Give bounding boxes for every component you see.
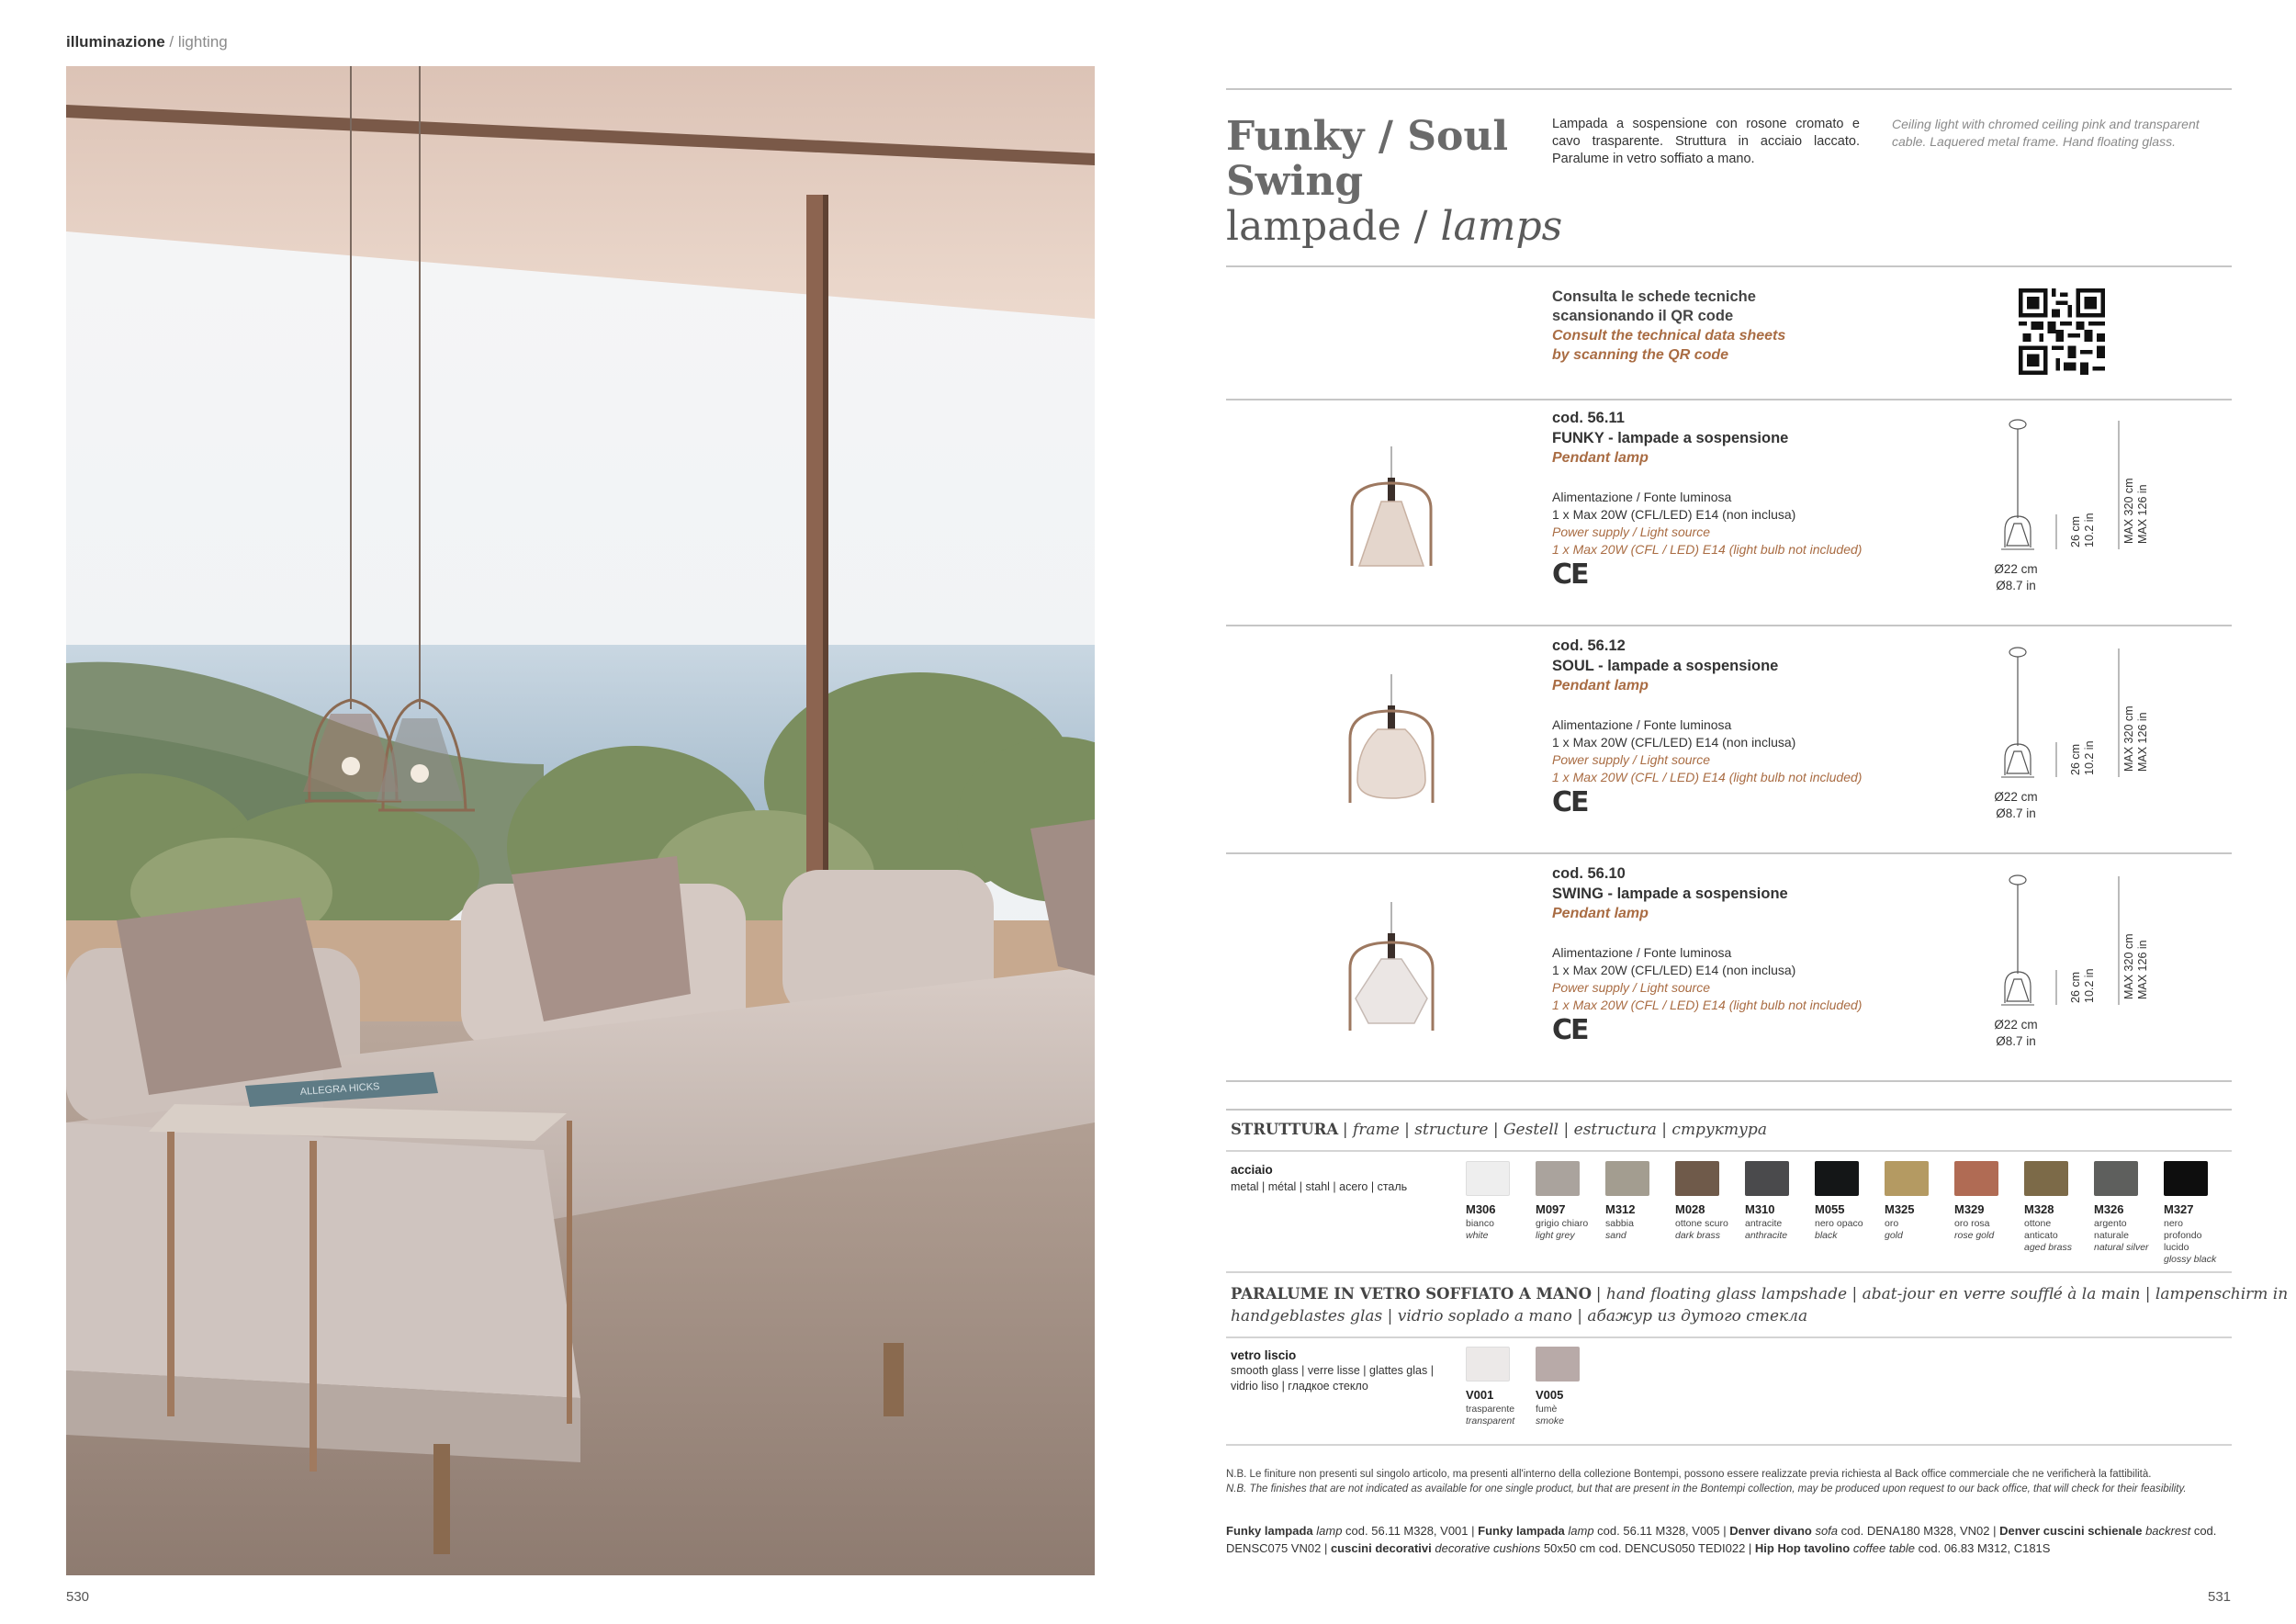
diameter-label: Ø22 cm Ø8.7 in (1994, 562, 2038, 592)
lamp-image (1341, 674, 1442, 821)
finish-swatch (1954, 1161, 1998, 1196)
finish-swatch (1745, 1161, 1789, 1196)
finish-label: M328 ottone anticato aged brass (2024, 1202, 2072, 1253)
finish-label: M326 argento naturale natural silver (2094, 1202, 2149, 1253)
divider (1226, 1444, 2232, 1446)
product-row (1226, 400, 2232, 621)
divider (1226, 265, 2232, 267)
book-title: ALLEGRA HICKS (299, 1080, 380, 1098)
credit-item: Hip Hop tavolino coffee table cod. 06.83 M312, C181S (1754, 1541, 2051, 1555)
finish-label: M325 oro gold (1885, 1202, 1915, 1241)
divider (1226, 88, 2232, 90)
breadcrumb-section: illuminazione (66, 33, 165, 51)
finish-label: M306 bianco white (1466, 1202, 1496, 1241)
product-title (1226, 114, 1562, 249)
max-length-label: MAX 320 cm MAX 126 in (2122, 478, 2149, 544)
power-supply-english: Power supply / Light source 1 x Max 20W (CFL / LED) E14 (light bulb not included) (1552, 752, 1863, 784)
power-supply-english: Power supply / Light source 1 x Max 20W (CFL / LED) E14 (light bulb not included) (1552, 524, 1863, 557)
height-label: 26 cm 10.2 in (2069, 968, 2096, 1003)
structure-material: acciaio (1231, 1163, 1273, 1177)
finish-swatch (1815, 1161, 1859, 1196)
finish-label: V001 trasparente transparent (1466, 1388, 1515, 1427)
title-line-1: Funky / Soul (1226, 113, 1509, 160)
finish-label: M097 grigio chiaro light grey (1536, 1202, 1589, 1241)
structure-material-translations: metal | métal | stahl | acero | сталь (1231, 1180, 1408, 1193)
product-type: Pendant lamp (1552, 906, 1649, 921)
finish-swatch (1885, 1161, 1929, 1196)
product-name: FUNKY - lampade a sospensione (1552, 430, 1789, 446)
finish-swatch (1675, 1161, 1719, 1196)
product-code: cod. 56.11 (1552, 410, 1625, 426)
height-label: 26 cm 10.2 in (2069, 513, 2096, 547)
max-length-label: MAX 320 cm MAX 126 in (2122, 933, 2149, 999)
title-line-2: Swing (1226, 158, 1364, 205)
product-name: SWING - lampade a sospensione (1552, 885, 1788, 902)
qr-caption-english: Consult the technical data sheets by scanning the QR code (1552, 328, 1786, 363)
glass-material-translations: smooth glass | verre lisse | glattes glas | vidrio liso | гладкое стекло (1231, 1364, 1434, 1393)
finish-label: M327 nero profondo lucido glossy black (2164, 1202, 2217, 1265)
credit-item: cuscini decorativi decorative cushions 50x50 cm cod. DENCUS050 TEDI022 | (1330, 1541, 1755, 1555)
divider (1226, 625, 2232, 626)
product-code: cod. 56.12 (1552, 637, 1626, 654)
living-room-scene (66, 66, 1095, 1575)
credit-item: Funky lampada lamp cod. 56.11 M328, V005 | (1478, 1524, 1730, 1538)
product-type: Pendant lamp (1552, 450, 1649, 466)
credit-item: Denver divano sofa cod. DENA180 M328, VN02 | (1729, 1524, 2000, 1538)
breadcrumb: illuminazione / lighting (66, 33, 228, 51)
finish-swatch (2024, 1161, 2068, 1196)
finish-label: M310 antracite anthracite (1745, 1202, 1788, 1241)
divider (1226, 1109, 2232, 1111)
description-english: Ceiling light with chromed ceiling pink and transparent cable. Laquered metal frame. Hand floating glass. (1892, 117, 2200, 149)
finish-swatch (2094, 1161, 2138, 1196)
lamp-image (1341, 446, 1442, 593)
divider (1226, 1080, 2232, 1082)
power-supply-english: Power supply / Light source 1 x Max 20W (CFL / LED) E14 (light bulb not included) (1552, 980, 1863, 1012)
divider (1226, 1336, 2232, 1338)
finish-swatch (1536, 1161, 1580, 1196)
product-row (1226, 628, 2232, 849)
finish-swatch (1536, 1347, 1580, 1382)
structure-heading: STRUTTURA | frame | structure | Gestell | estructura | структура (1231, 1121, 1767, 1139)
qr-code[interactable] (2019, 288, 2105, 375)
finish-swatch (1466, 1161, 1510, 1196)
power-supply-italian: Alimentazione / Fonte luminosa 1 x Max 20W (CFL/LED) E14 (non inclusa) (1552, 490, 1796, 522)
product-credits (1226, 1522, 2236, 1557)
interior-photo (66, 66, 1095, 1575)
product-type: Pendant lamp (1552, 678, 1649, 694)
page-number-left: 530 (66, 1589, 90, 1605)
max-length-label: MAX 320 cm MAX 126 in (2122, 705, 2149, 772)
ce-mark: CE (1552, 558, 1588, 591)
power-supply-italian: Alimentazione / Fonte luminosa 1 x Max 20W (CFL/LED) E14 (non inclusa) (1552, 945, 1796, 977)
credit-item: Denver cuscini schienale backrest cod. DENSC075 VN02 | (1226, 1524, 2217, 1555)
breadcrumb-subsection: lighting (177, 33, 228, 51)
finish-label: M028 ottone scuro dark brass (1675, 1202, 1728, 1241)
finish-label: M329 oro rosa rose gold (1954, 1202, 1995, 1241)
diameter-label: Ø22 cm Ø8.7 in (1994, 1018, 2038, 1048)
product-row (1226, 856, 2232, 1077)
lamp-image (1341, 902, 1442, 1049)
finish-label: M055 nero opaco black (1815, 1202, 1863, 1241)
glass-material: vetro liscio (1231, 1348, 1297, 1362)
product-name: SOUL - lampade a sospensione (1552, 658, 1779, 674)
ce-mark: CE (1552, 1014, 1588, 1046)
power-supply-italian: Alimentazione / Fonte luminosa 1 x Max 20W (CFL/LED) E14 (non inclusa) (1552, 717, 1796, 750)
divider (1226, 1150, 2232, 1152)
finish-label: M312 sabbia sand (1605, 1202, 1636, 1241)
height-label: 26 cm 10.2 in (2069, 740, 2096, 775)
description-italian: Lampada a sospensione con rosone cromato e cavo trasparente. Struttura in acciaio laccato. Paralume in vetro soffiato a mano. (1552, 117, 1860, 166)
product-code: cod. 56.10 (1552, 865, 1626, 882)
divider (1226, 1271, 2232, 1273)
divider (1226, 852, 2232, 854)
finish-swatch (2164, 1161, 2208, 1196)
qr-caption-italian: Consulta le schede tecniche scansionando il QR code (1552, 288, 1756, 324)
finish-label: V005 fumè smoke (1536, 1388, 1564, 1427)
diameter-label: Ø22 cm Ø8.7 in (1994, 790, 2038, 820)
glass-heading: PARALUME IN VETRO SOFFIATO A MANO | hand floating glass lampshade | abat-jour en verre soufflé à la main | lampenschirm in handgeblastes glas | vidrio soplado a mano | абажур из дутого стекла (1231, 1285, 2289, 1325)
finish-swatch (1605, 1161, 1649, 1196)
page-number-right: 531 (2208, 1589, 2232, 1605)
title-line-3: lampade / lamps (1226, 203, 1563, 250)
finish-note: N.B. Le finiture non presenti sul singolo articolo, ma presenti all'interno della collezione Bontempi, possono essere realizzate previa richiesta al Back office commerciale che ne verificherà la fattibilità. N.B. The finishes that are not indicated as available for one single product, but that are present in the Bontempi collection, may be produced upon request to our back office, that will check for their feasibility. (1226, 1469, 2187, 1494)
finish-swatch (1466, 1347, 1510, 1382)
ce-mark: CE (1552, 786, 1588, 818)
credit-item: Funky lampada lamp cod. 56.11 M328, V001 | (1226, 1524, 1479, 1538)
